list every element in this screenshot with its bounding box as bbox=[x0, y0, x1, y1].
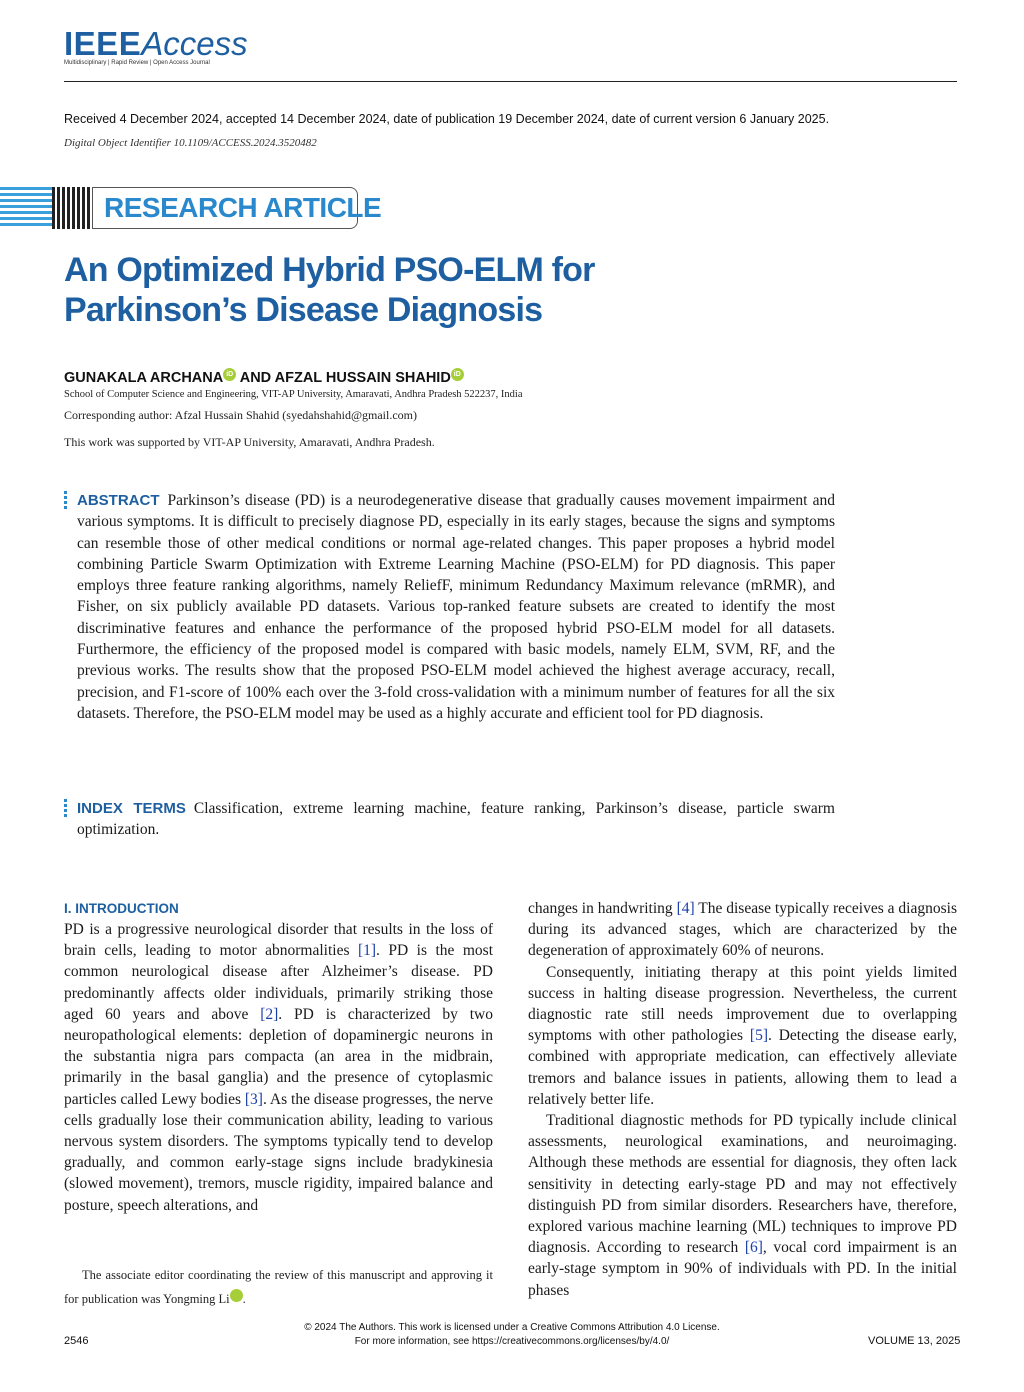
page-number: 2546 bbox=[64, 1335, 89, 1347]
license-footer bbox=[212, 1321, 812, 1349]
license-info-link[interactable]: For more information, see https://creativecommons.org/licenses/by/4.0/ bbox=[354, 1336, 670, 1347]
abstract-marker-icon bbox=[64, 491, 68, 511]
author-1: GUNAKALA ARCHANA bbox=[64, 370, 224, 386]
affiliation: School of Computer Science and Engineering, VIT-AP University, Amaravati, Andhra Pradesh 522237, India bbox=[64, 389, 523, 400]
title-line-1: An Optimized Hybrid PSO-ELM for bbox=[64, 251, 595, 289]
journal-name-italic: Access bbox=[141, 25, 248, 62]
abstract-label: ABSTRACT bbox=[77, 492, 160, 509]
journal-tagline: Multidisciplinary | Rapid Review | Open Access Journal bbox=[64, 60, 210, 66]
header-divider bbox=[64, 81, 957, 82]
author-2: AFZAL HUSSAIN SHAHID bbox=[274, 370, 451, 386]
author-list bbox=[64, 368, 464, 386]
intro-paragraph: Consequently, initiating therapy at this point yields limited success in halting disease progression. Nevertheless, the current diagnostic rate still needs improvement due to overlapping symptoms with other pathologies [5]. Detecting the disease early, combined with appropriate medication, can effectively alleviate tremors and balance issues in patients, allowing them to lead a relatively better life. bbox=[528, 963, 957, 1108]
intro-paragraph-continued: changes in handwriting [4] The disease typically receives a diagnosis during its advanced stages, which are characterized by the degeneration of approximately 60% of neurons. bbox=[528, 900, 957, 960]
footnote-text: The associate editor coordinating the review of this manuscript and approving it for publication was Yongming Li bbox=[64, 1268, 493, 1306]
citation-link[interactable]: [2] bbox=[260, 1005, 279, 1023]
index-terms-label: INDEX TERMS bbox=[77, 800, 186, 817]
citation-link[interactable]: [1] bbox=[357, 942, 377, 960]
orcid-icon[interactable]: iD bbox=[451, 368, 464, 381]
citation-link[interactable]: [5] bbox=[749, 1027, 768, 1045]
banner-stripes bbox=[0, 187, 52, 229]
section-heading: I. INTRODUCTION bbox=[64, 901, 179, 916]
title-line-2: Parkinson’s Disease Diagnosis bbox=[64, 291, 543, 329]
orcid-icon[interactable]: iD bbox=[230, 1289, 243, 1302]
abstract bbox=[77, 490, 835, 724]
index-terms-marker-icon bbox=[64, 799, 68, 819]
corresponding-author: Corresponding author: Afzal Hussain Shahid (syedahshahid@gmail.com) bbox=[64, 408, 417, 422]
journal-name-bold: IEEE bbox=[64, 25, 142, 62]
funding-statement: This work was supported by VIT-AP University, Amaravati, Andhra Pradesh. bbox=[64, 435, 435, 449]
received-dates: Received 4 December 2024, accepted 14 December 2024, date of publication 19 December 2024, date of current version 6 January 2025. bbox=[64, 112, 830, 126]
intro-paragraph: PD is a progressive neurological disorder that results in the loss of brain cells, leading to motor abnormalities [1]. PD is the most common neurological disease after Alzheimer’s disease. PD predominantly affects older individuals, primarily striking those aged 60 years and above [2]. PD is characterized by two neuropathological elements: depletion of dopaminergic neurons in the substantia nigra pars compacta (an area in the midbrain, primarily in the basal ganglia) and the presence of cytoplasmic particles called Lewy bodies [3]. As the disease progresses, the nerve cells gradually lose their communication ability, leading to various nervous system disorders. The symptoms typically tend to develop gradually, and common early-stage signs include bradykinesia (slowed movement), tremors, muscle rigidity, impaired balance and posture, speech alterations, and bbox=[64, 921, 493, 1214]
volume-info: VOLUME 13, 2025 bbox=[868, 1335, 961, 1347]
doi-line: Digital Object Identifier 10.1109/ACCESS.2024.3520482 bbox=[64, 137, 317, 149]
index-terms bbox=[77, 798, 835, 841]
editor-footnote: The associate editor coordinating the review of this manuscript and approving it for publication was Yongming Li iD. bbox=[64, 1268, 493, 1306]
abstract-text: Parkinson’s disease (PD) is a neurodegenerative disease that gradually causes movement impairment and various symptoms. It is difficult to precisely diagnose PD, especially in its early stages, because the signs and symptoms can resemble those of other medical conditions or normal age-related changes. This paper proposes a hybrid model combining Particle Swarm Optimization with Extreme Learning Machine (PSO-ELM) for PD diagnosis. This paper employs three feature ranking algorithms, namely ReliefF, minimum Redundancy Maximum relevance (mRMR), and Fisher, on six publicly available PD datasets. Various top-ranked feature subsets are created to identify the most discriminative features and enhance the performance of the proposed hybrid PSO-ELM model for all datasets. Furthermore, the efficiency of the proposed model is compared with basic models, namely ELM, SVM, RF, and the previous works. The results show that the proposed PSO-ELM model achieved the highest average accuracy, recall, precision, and F1-score of 100% each over the 3-fold cross-validation with a minimum number of features for all the six datasets. Therefore, the PSO-ELM model may be used as a highly accurate and efficient tool for PD diagnosis. bbox=[77, 492, 835, 722]
citation-link[interactable]: [3] bbox=[244, 1090, 263, 1108]
body-column-right bbox=[528, 898, 957, 1301]
author-conjunction: AND bbox=[239, 370, 272, 386]
intro-paragraph: Traditional diagnostic methods for PD typically include clinical assessments, neurological examinations, and neuroimaging. Although these methods are essential for diagnosis, they often lack sensitivity in detecting early-stage PD and may not effectively distinguish PD from similar disorders. Researchers have, therefore, explored various machine learning (ML) techniques to improve PD diagnosis. According to research [6], vocal cord impairment is an early-stage symptom in 90% of individuals with PD. In the initial phases bbox=[528, 1112, 957, 1299]
journal-logo bbox=[64, 26, 248, 66]
license-line: © 2024 The Authors. This work is licensed under a Creative Commons Attribution 4.0 License. bbox=[304, 1322, 720, 1333]
article-type: RESEARCH ARTICLE bbox=[104, 192, 382, 223]
orcid-icon[interactable]: iD bbox=[223, 368, 236, 381]
citation-link[interactable]: [4] bbox=[676, 900, 695, 917]
paper-title bbox=[64, 250, 764, 330]
banner-bars bbox=[52, 187, 90, 229]
index-terms-text: Classification, extreme learning machine, feature ranking, Parkinson’s disease, particle swarm optimization. bbox=[77, 800, 835, 839]
body-column-left bbox=[64, 919, 493, 1216]
citation-link[interactable]: [6] bbox=[744, 1239, 763, 1257]
